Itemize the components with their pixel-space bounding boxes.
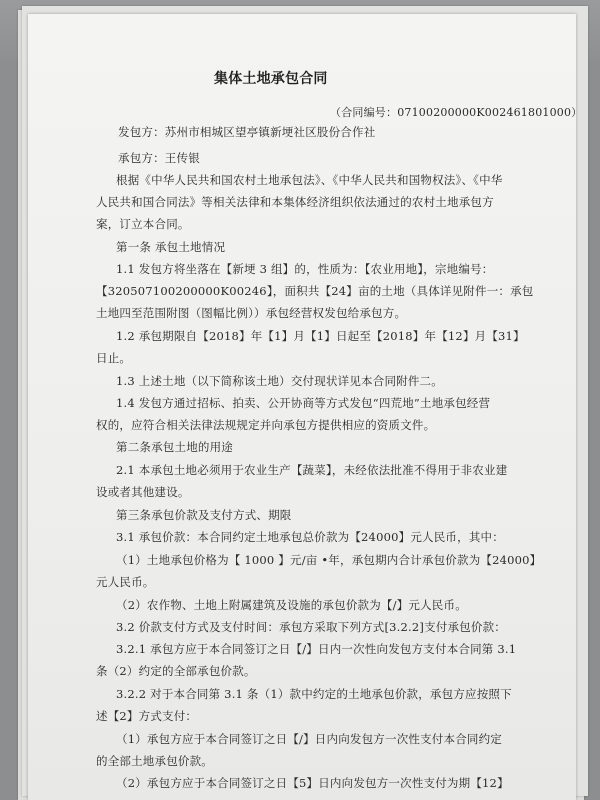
body-line: 的全部土地承包价款。 [96,754,213,768]
body-line: （2）农作物、土地上附属建筑及设施的承包价款为【/】元人民币。 [116,598,467,612]
body-line: （1）土地承包价格为【 1000 】元/亩 •年，承包期内合计承包价款为【24000】 [116,553,542,567]
body-line: （1）承包方应于本合同签订之日【/】日内向发包方一次性支付本合同约定 [116,732,502,746]
body-line: 1.1 发包方将坐落在【新埂 3 组】的，性质为：【农业用地】，宗地编号： [116,262,494,276]
document-title: 集体土地承包合同 [214,71,328,87]
body-line: 案，订立本合同。 [96,217,190,231]
body-line: 述【2】方式支付： [96,709,198,723]
body-line: 土地四至范围附图（图幅比例））承包经营权发包给承包方。 [96,306,407,320]
body-line: 设或者其他建设。 [96,485,190,499]
body-line: 1.4 发包方通过招标、拍卖、公开协商等方式发包“四荒地”土地承包经营 [116,396,491,410]
body-line: 1.2 承包期限自【2018】年【1】月【1】日起至【2018】年【12】月【31】 [116,329,525,343]
section-heading: 第一条 承包土地情况 [116,240,226,254]
body-line: 权的，应符合相关法律法规规定并向承包方提供相应的资质文件。 [96,418,436,432]
body-line: 3.2.1 承包方应于本合同签订之日【/】日内一次性向发包方支付本合同第 3.1 [116,642,517,656]
issuer-line: 发包方：苏州市相城区望亭镇新埂社区股份合作社 [118,125,376,139]
body-line: 根据《中华人民共和国农村土地承包法》、《中华人民共和国物权法》、《中华 [116,173,503,187]
section-heading: 第二条承包土地的用途 [116,440,233,454]
body-line: 条（2）约定的全部承包价款。 [96,664,256,678]
body-line: 3.2.2 对于本合同第 3.1 条（1）款中约定的土地承包价款，承包方应按照下 [116,687,512,701]
body-line: 1.3 上述土地（以下简称该土地）交付现状详见本合同附件二。 [116,374,443,388]
body-line: 3.1 承包价款：本合同约定土地承包总价款为【24000】元人民币，其中： [116,530,504,544]
body-line: 日止。 [96,351,132,365]
contractor-line: 承包方：王传银 [118,151,200,165]
section-heading: 第三条承包价款及支付方式、期限 [116,508,292,522]
body-line: 2.1 本承包土地必须用于农业生产【蔬菜】，未经依法批准不得用于非农业建 [116,463,508,477]
body-line: 3.2 价款支付方式及支付时间：承包方采取下列方式[3.2.2]支付承包价款： [116,620,506,634]
body-line: （2）承包方应于本合同签订之日【5】日内向发包方一次性支付为期【12】 [116,776,509,790]
contract-number: （合同编号：07100200000K002461801000） [330,106,583,119]
body-line: 【320507100200000K00246】，面积共【24】亩的土地（具体详见附件一：承包 [96,284,534,298]
body-line: 人民共和国合同法》等相关法律和本集体经济组织依法通过的农村土地承包方 [96,195,494,209]
body-line: 元人民币。 [96,575,155,589]
